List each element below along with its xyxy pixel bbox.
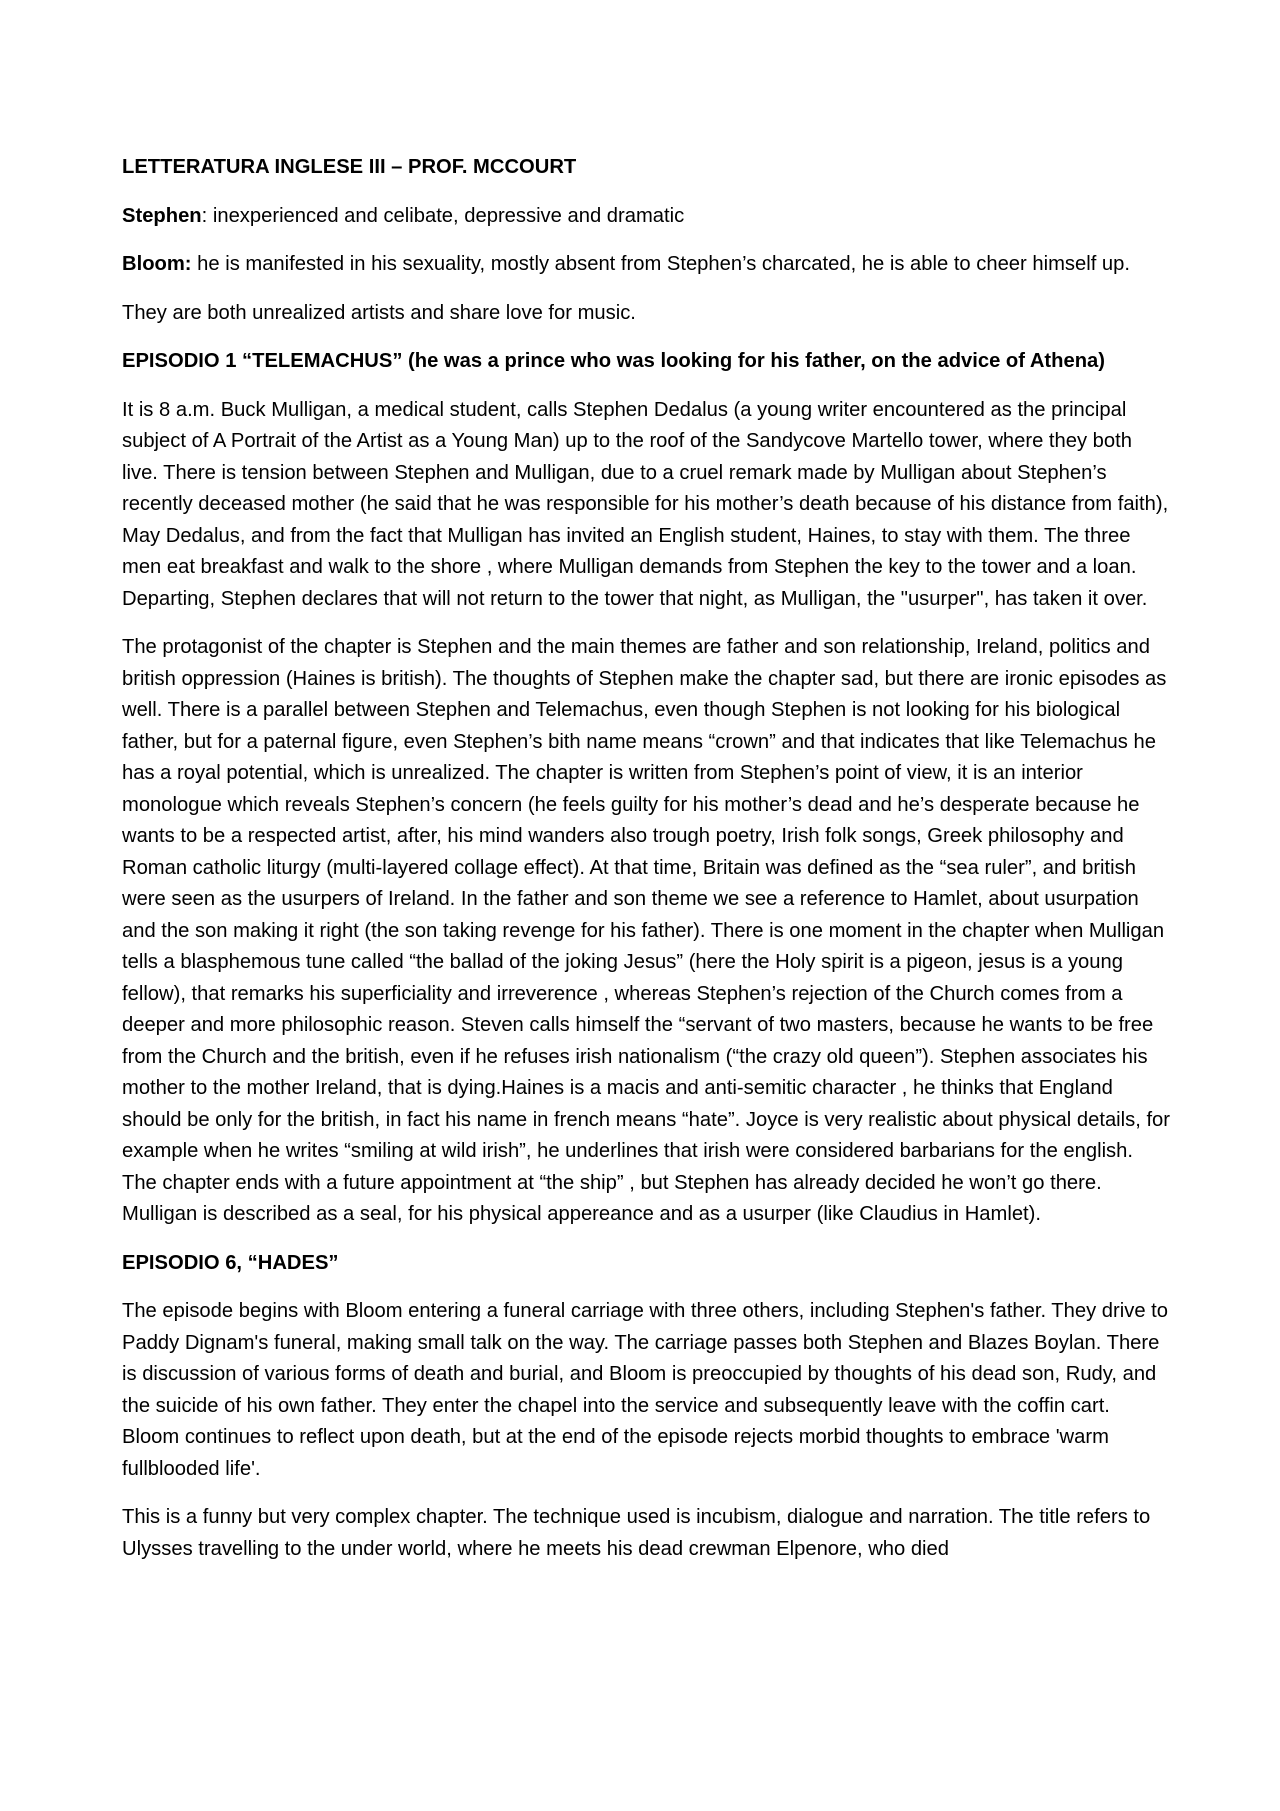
bloom-label: Bloom: — [122, 253, 192, 275]
episode6-paragraph: The episode begins with Bloom entering a funeral carriage with three others, including Stephen's father. They drive to Paddy Dignam's funeral, making small talk on the way. The carriage passes both Stephen and Blazes Boylan. There is discussion of various forms of death and burial, and Bloom is preoccupied by thoughts of his dead son, Rudy, and the suicide of his own father. They enter the chapel into the service and subsequently leave with the coffin cart. Bloom continues to reflect upon death, but at the end of the episode rejects morbid thoughts to embrace 'warm fullblooded life'. — [122, 1300, 1168, 1480]
document-title: LETTERATURA INGLESE III – PROF. MCCOURT — [122, 156, 577, 178]
shared-traits: They are both unrealized artists and share love for music. — [122, 301, 636, 324]
episode1-paragraph: The protagonist of the chapter is Stephen and the main themes are father and son relationship, Ireland, politics and british oppression (Haines is british). The thoughts of Stephen make the chapter sad, but there are ironic episodes as well. There is a parallel between Stephen and Telemachus, even though Stephen is not looking for his biological father, but for a paternal figure, even Stephen’s bith name means “crown” and that indicates that like Telemachus he has a royal potential, which is unrealized. The chapter is written from Stephen’s point of view, it is an interior monologue which reveals Stephen’s concern (he feels guilty for his mother’s dead and he’s desperate because he wants to be a respected artist, after, his mind wanders also trough poetry, Irish folk songs, Greek philosophy and Roman catholic liturgy (multi-layered collage effect). At that time, Britain was defined as the “sea ruler”, and british were seen as the usurpers of Ireland. In the father and son theme we see a reference to Hamlet, about usurpation and the son making it right (the son taking revenge for his father). There is one moment in the chapter when Mulligan tells a blasphemous tune called “the ballad of the joking Jesus” (here the Holy spirit is a pigeon, jesus is a young fellow), that remarks his superficiality and irreverence , whereas Stephen’s rejection of the Church comes from a deeper and more philosophic reason. Steven calls himself the “servant of two masters, because he wants to be free from the Church and the british, even if he refuses irish nationalism (“the crazy old queen”). Stephen associates his mother to the mother Ireland, that is dying.Haines is a macis and anti-semitic character , he thinks that England should be only for the british, in fact his name in french means “hate”. Joyce is very realistic about physical details, for example when he writes “smiling at wild irish”, he underlines that irish were considered barbarians for the english. The chapter ends with a future appointment at “the ship” , but Stephen has already decided he won’t go there. Mulligan is described as a seal, for his physical appereance and as a usurper (like Claudius in Hamlet). — [122, 636, 1171, 1225]
stephen-text: : inexperienced and celibate, depressive and dramatic — [201, 204, 685, 227]
bloom-text: he is manifested in his sexuality, mostly absent from Stephen’s charcated, he is able to cheer himself up. — [191, 253, 1130, 275]
episode6-paragraph: This is a funny but very complex chapter. The technique used is incubism, dialogue and narration. The title refers to Ulysses travelling to the under world, where he meets his dead crewman Elpenore, who died — [122, 1506, 1151, 1560]
bloom-description — [122, 249, 1172, 281]
stephen-description — [122, 201, 1172, 233]
episode6-heading: EPISODIO 6, “HADES” — [122, 1251, 339, 1274]
episode1-heading: EPISODIO 1 “TELEMACHUS” (he was a prince who was looking for his father, on the advice of Athena) — [122, 350, 1105, 372]
episode1-paragraph: It is 8 a.m. Buck Mulligan, a medical student, calls Stephen Dedalus (a young writer encountered as the principal subject of A Portrait of the Artist as a Young Man) up to the roof of the Sandycove Martello tower, where they both live. There is tension between Stephen and Mulligan, due to a cruel remark made by Mulligan about Stephen’s recently deceased mother (he said that he was responsible for his mother’s death because of his distance from faith), May Dedalus, and from the fact that Mulligan has invited an English student, Haines, to stay with them. The three men eat breakfast and walk to the shore , where Mulligan demands from Stephen the key to the tower and a loan. Departing, Stephen declares that will not return to the tower that night, as Mulligan, the "usurper", has taken it over. — [122, 398, 1169, 610]
stephen-label: Stephen — [122, 204, 202, 227]
document-page — [122, 152, 1172, 1582]
